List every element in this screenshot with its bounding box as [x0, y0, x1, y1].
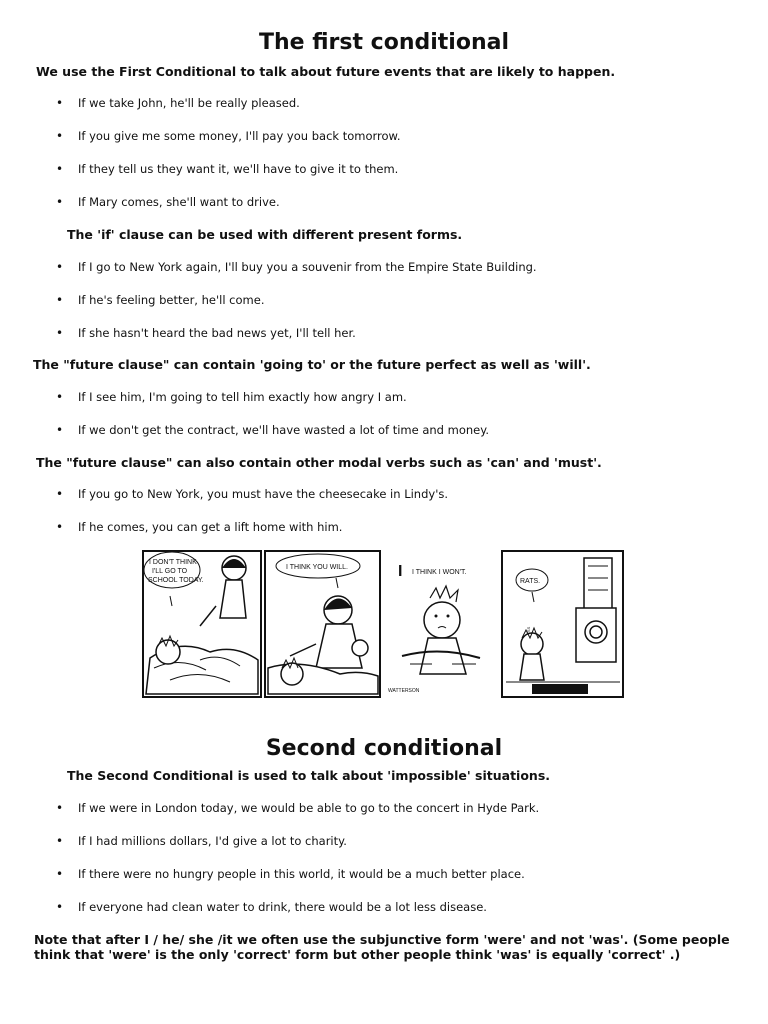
list-item: • If I go to New York again, I'll buy you a souvenir from the Empire State Building.: [0, 260, 537, 293]
list-item: • If we take John, he'll be really pleased.: [0, 96, 401, 129]
second-conditional-title: Second conditional: [265, 736, 503, 761]
list-item: • If we don't get the contract, we'll have wasted a lot of time and money.: [0, 423, 489, 456]
if-clause-heading: The 'if' clause can be used with different present forms.: [67, 227, 463, 242]
list-item: • If I had millions dollars, I'd give a lot to charity.: [0, 834, 539, 867]
list-item: • If they tell us they want it, we'll have to give it to them.: [0, 162, 401, 195]
comic-caption-line: I'LL GO TO: [152, 568, 188, 575]
comic-caption-line: I THINK I WON'T.: [412, 569, 467, 576]
second-examples-list: [0, 801, 539, 933]
list-item: • If she hasn't heard the bad news yet, I'll tell her.: [0, 326, 537, 359]
second-conditional-intro: The Second Conditional is used to talk about 'impossible' situations.: [67, 768, 551, 783]
modal-verbs-heading: The "future clause" can also contain other modal verbs such as 'can' and 'must'.: [36, 455, 602, 470]
comic-panel-4: [502, 551, 623, 697]
list-item: • If he's feeling better, he'll come.: [0, 293, 537, 326]
examples-list-3: [0, 390, 489, 456]
examples-list-2: [0, 260, 537, 359]
examples-list-1: [0, 96, 401, 228]
examples-list-4: [0, 487, 448, 553]
comic-panel-2: [265, 551, 380, 697]
svg-text:I: I: [398, 563, 403, 580]
list-item: • If I see him, I'm going to tell him exactly how angry I am.: [0, 390, 489, 423]
page-title: The first conditional: [258, 30, 509, 55]
comic-strip: [140, 548, 626, 700]
list-item: • If everyone had clean water to drink, there would be a lot less disease.: [0, 900, 539, 933]
future-clause-heading: The "future clause" can contain 'going to' or the future perfect as well as 'will'.: [33, 357, 591, 372]
list-item: • If there were no hungry people in this world, it would be a much better place.: [0, 867, 539, 900]
subjunctive-note: Note that after I / he/ she /it we often use the subjunctive form 'were' and not 'was'. (Some people think that 'were' is the only 'correct' form but other people think 'was' is equally 'correct' .): [34, 932, 730, 962]
comic-caption-line: SCHOOL TODAY.: [148, 577, 204, 584]
comic-signature: WATTERSON: [388, 688, 420, 694]
list-item: • If you go to New York, you must have the cheesecake in Lindy's.: [0, 487, 448, 520]
comic-panel-3: [384, 551, 531, 697]
comic-caption-line: RATS.: [520, 578, 541, 585]
comic-caption-line: I DON'T THINK: [149, 559, 197, 566]
comic-caption-line: I THINK YOU WILL.: [286, 564, 348, 571]
list-item: • If he comes, you can get a lift home with him.: [0, 520, 448, 553]
first-conditional-intro: We use the First Conditional to talk about future events that are likely to happen.: [36, 64, 616, 79]
list-item: • If Mary comes, she'll want to drive.: [0, 195, 401, 228]
list-item: • If you give me some money, I'll pay you back tomorrow.: [0, 129, 401, 162]
comic-panel-1: [143, 551, 261, 697]
list-item: • If we were in London today, we would be able to go to the concert in Hyde Park.: [0, 801, 539, 834]
